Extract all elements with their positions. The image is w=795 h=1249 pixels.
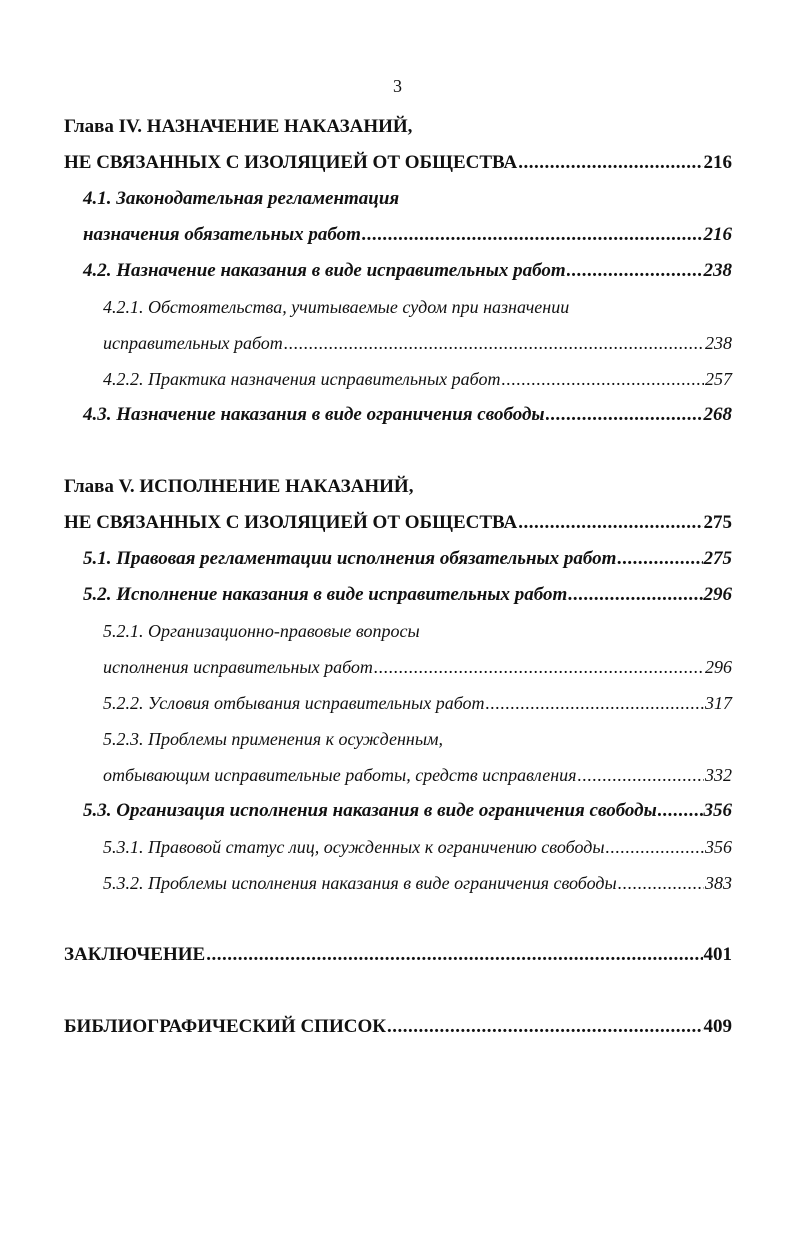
chapter4-title-cont: НЕ СВЯЗАННЫХ С ИЗОЛЯЦИЕЙ ОТ ОБЩЕСТВА bbox=[64, 152, 518, 173]
page-number: 3 bbox=[393, 76, 402, 96]
dot-leader bbox=[486, 688, 704, 718]
section-4-2-1-title-cont: исправительных работ bbox=[103, 333, 283, 353]
toc-entry-5-1[interactable] bbox=[0, 544, 795, 574]
conclusion-title: ЗАКЛЮЧЕНИЕ bbox=[64, 944, 206, 965]
dot-leader bbox=[374, 652, 704, 682]
toc-entry-4-2-1-line1 bbox=[0, 292, 795, 322]
section-4-2-page: 238 bbox=[703, 260, 732, 281]
section-4-3-page: 268 bbox=[703, 404, 732, 425]
chapter4-page: 216 bbox=[703, 152, 732, 173]
section-5-3-title: 5.3. Организация исполнения наказания в виде ограничения свободы bbox=[83, 800, 657, 821]
dot-leader bbox=[606, 832, 704, 862]
section-5-2-3-title: 5.2.3. Проблемы применения к осужденным, bbox=[103, 729, 443, 749]
toc-entry-bibliography[interactable] bbox=[0, 1012, 795, 1042]
toc-entry-chapter4[interactable] bbox=[0, 148, 795, 178]
dot-leader bbox=[206, 940, 702, 970]
toc-entry-4-1-line1 bbox=[0, 184, 795, 214]
section-5-3-1-page: 356 bbox=[705, 837, 732, 857]
dot-leader bbox=[546, 400, 703, 430]
section-4-1-title: 4.1. Законодательная регламентация bbox=[83, 188, 400, 209]
chapter5-title: Глава V. ИСПОЛНЕНИЕ НАКАЗАНИЙ, bbox=[64, 476, 414, 497]
section-5-1-title: 5.1. Правовая регламентации исполнения обязательных работ bbox=[83, 548, 617, 569]
dot-leader bbox=[578, 760, 704, 790]
chapter5-page: 275 bbox=[703, 512, 732, 533]
chapter4-title: Глава IV. НАЗНАЧЕНИЕ НАКАЗАНИЙ, bbox=[64, 116, 413, 137]
toc-entry-5-2[interactable] bbox=[0, 580, 795, 610]
section-5-3-2-page: 383 bbox=[705, 873, 732, 893]
dot-leader bbox=[568, 580, 702, 610]
toc-chapter5-title-line1 bbox=[0, 472, 795, 502]
dot-leader bbox=[518, 508, 702, 538]
toc-entry-5-3-1[interactable] bbox=[0, 832, 795, 862]
toc-entry-conclusion[interactable] bbox=[0, 940, 795, 970]
dot-leader bbox=[362, 220, 703, 250]
dot-leader bbox=[518, 148, 702, 178]
toc-entry-5-3-2[interactable] bbox=[0, 868, 795, 898]
toc-entry-4-1[interactable] bbox=[0, 220, 795, 250]
section-5-2-1-page: 296 bbox=[705, 657, 732, 677]
section-4-2-1-page: 238 bbox=[705, 333, 732, 353]
toc-entry-5-2-3[interactable] bbox=[0, 760, 795, 790]
section-5-2-2-page: 317 bbox=[705, 693, 732, 713]
section-5-2-3-page: 332 bbox=[705, 765, 732, 785]
section-5-1-page: 275 bbox=[703, 548, 732, 569]
section-4-3-title: 4.3. Назначение наказания в виде ограничения свободы bbox=[83, 404, 545, 425]
section-5-2-1-title-cont: исполнения исправительных работ bbox=[103, 657, 373, 677]
dot-leader bbox=[618, 868, 704, 898]
section-5-2-2-title: 5.2.2. Условия отбывания исправительных работ bbox=[103, 693, 485, 713]
dot-leader bbox=[284, 328, 704, 358]
dot-leader bbox=[387, 1012, 702, 1042]
section-5-3-1-title: 5.3.1. Правовой статус лиц, осужденных к ограничению свободы bbox=[103, 837, 605, 857]
chapter5-title-cont: НЕ СВЯЗАННЫХ С ИЗОЛЯЦИЕЙ ОТ ОБЩЕСТВА bbox=[64, 512, 518, 533]
section-5-2-1-title: 5.2.1. Организационно-правовые вопросы bbox=[103, 621, 420, 641]
toc-entry-5-2-1[interactable] bbox=[0, 652, 795, 682]
section-5-2-3-title-cont: отбывающим исправительные работы, средств исправления bbox=[103, 765, 577, 785]
toc-entry-5-2-2[interactable] bbox=[0, 688, 795, 718]
section-4-1-page: 216 bbox=[703, 224, 732, 245]
section-5-2-title: 5.2. Исполнение наказания в виде исправительных работ bbox=[83, 584, 568, 605]
section-5-2-page: 296 bbox=[703, 584, 732, 605]
toc-entry-4-2[interactable] bbox=[0, 256, 795, 286]
toc-entry-chapter5[interactable] bbox=[0, 508, 795, 538]
toc-entry-4-2-1[interactable] bbox=[0, 328, 795, 358]
conclusion-page: 401 bbox=[703, 944, 732, 965]
toc-entry-5-3[interactable] bbox=[0, 796, 795, 826]
section-4-2-2-title: 4.2.2. Практика назначения исправительных работ bbox=[103, 369, 501, 389]
toc-entry-5-2-3-line1 bbox=[0, 724, 795, 754]
section-5-3-2-title: 5.3.2. Проблемы исполнения наказания в виде ограничения свободы bbox=[103, 873, 617, 893]
bibliography-title: БИБЛИОГРАФИЧЕСКИЙ СПИСОК bbox=[64, 1016, 387, 1037]
toc-entry-4-2-2[interactable] bbox=[0, 364, 795, 394]
section-4-2-title: 4.2. Назначение наказания в виде исправительных работ bbox=[83, 260, 566, 281]
bibliography-page: 409 bbox=[703, 1016, 732, 1037]
dot-leader bbox=[617, 544, 702, 574]
section-4-2-2-page: 257 bbox=[705, 369, 732, 389]
dot-leader bbox=[501, 364, 704, 394]
dot-leader bbox=[658, 796, 703, 826]
section-4-1-title-cont: назначения обязательных работ bbox=[83, 224, 361, 245]
section-4-2-1-title: 4.2.1. Обстоятельства, учитываемые судом при назначении bbox=[103, 297, 570, 317]
toc-entry-5-2-1-line1 bbox=[0, 616, 795, 646]
toc-chapter4-title-line1 bbox=[0, 112, 795, 142]
dot-leader bbox=[567, 256, 703, 286]
toc-entry-4-3[interactable] bbox=[0, 400, 795, 430]
section-5-3-page: 356 bbox=[703, 800, 732, 821]
